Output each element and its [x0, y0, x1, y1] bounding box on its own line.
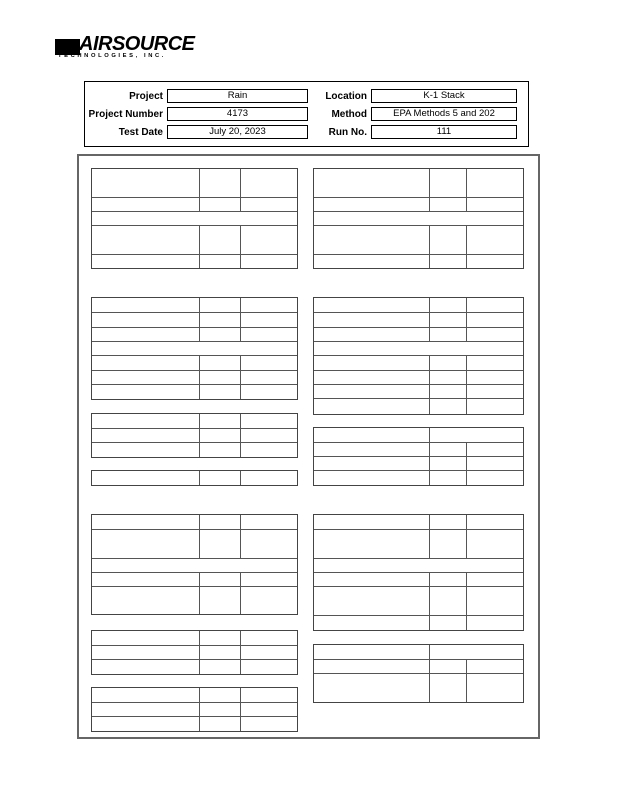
- empty-table-left-1: [91, 168, 298, 269]
- project-label: Project: [129, 91, 163, 102]
- run-no-value: 111: [371, 125, 517, 139]
- logo-sub-text: TECHNOLOGIES, INC.: [58, 53, 166, 59]
- empty-table-left-6: [91, 630, 298, 675]
- empty-table-right-2: [313, 297, 524, 415]
- empty-table-left-2: [91, 297, 298, 400]
- project-number-value: 4173: [167, 107, 308, 121]
- empty-table-right-5: [313, 644, 524, 703]
- empty-table-right-3: [313, 427, 524, 486]
- method-label: Method: [331, 109, 367, 120]
- empty-table-right-4: [313, 514, 524, 631]
- location-label: Location: [325, 91, 367, 102]
- test-date-value: July 20, 2023: [167, 125, 308, 139]
- run-no-label: Run No.: [328, 127, 367, 138]
- project-number-label: Project Number: [88, 109, 163, 120]
- test-date-label: Test Date: [118, 127, 163, 138]
- project-value: Rain: [167, 89, 308, 103]
- empty-table-left-4: [91, 470, 298, 486]
- empty-table-right-1: [313, 168, 524, 269]
- location-value: K-1 Stack: [371, 89, 517, 103]
- empty-table-left-7: [91, 687, 298, 732]
- empty-table-left-5: [91, 514, 298, 615]
- logo-main-text: AIRSOURCE: [79, 33, 195, 55]
- empty-table-left-3: [91, 413, 298, 458]
- project-info-box: [84, 81, 529, 147]
- company-logo: [55, 33, 200, 61]
- method-value: EPA Methods 5 and 202: [371, 107, 517, 121]
